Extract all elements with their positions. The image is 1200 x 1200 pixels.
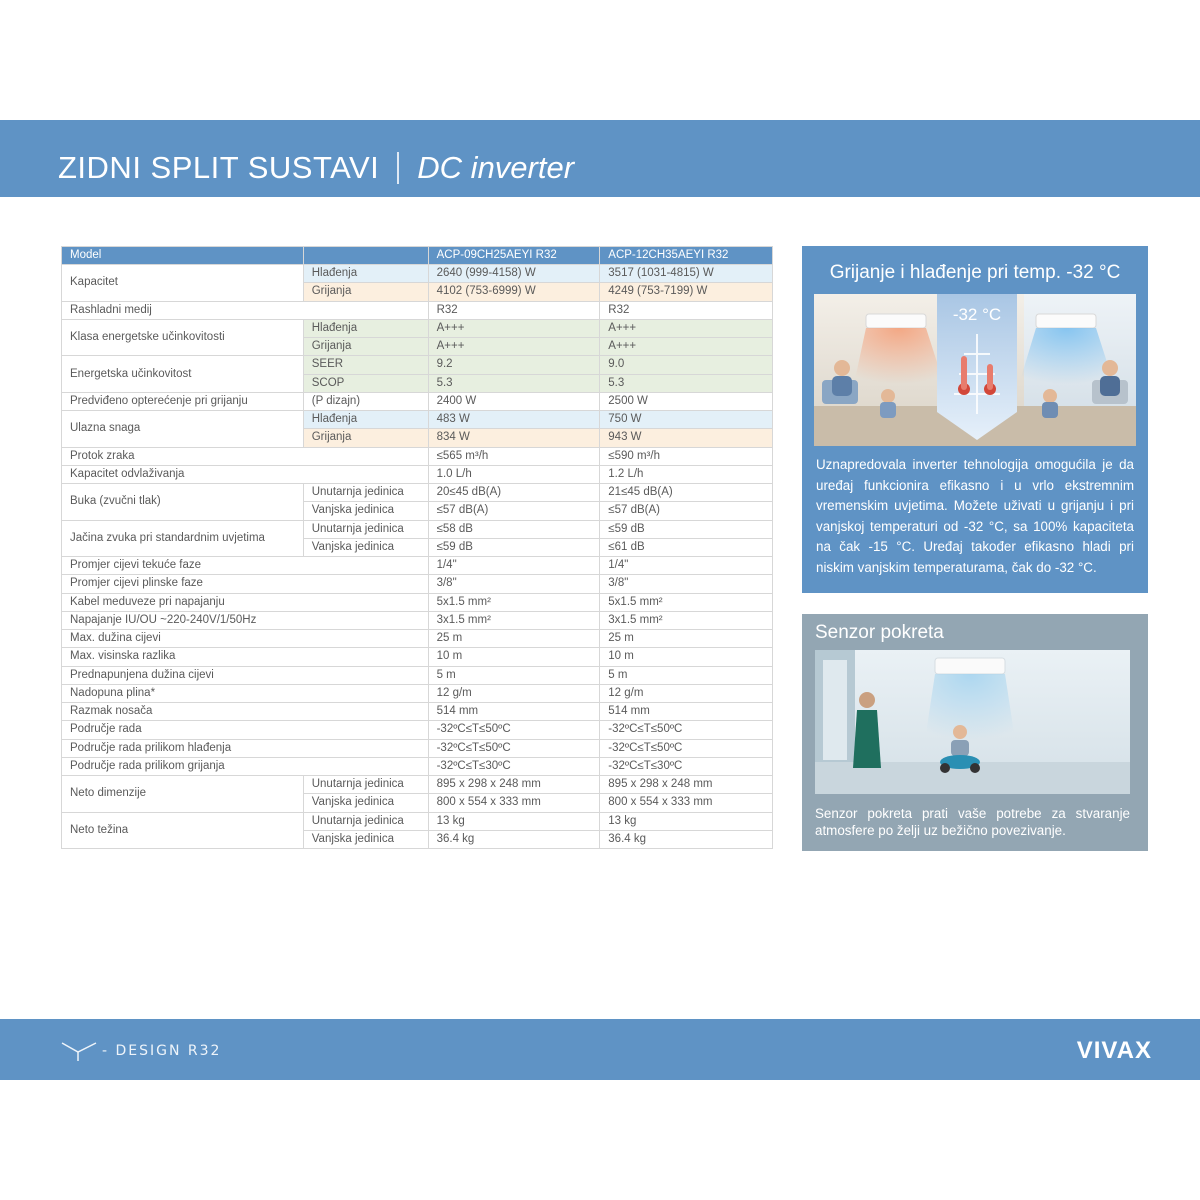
row-value: 10 m xyxy=(428,648,600,666)
table-row xyxy=(62,739,773,757)
row-value: 3x1.5 mm² xyxy=(428,611,600,629)
table-row xyxy=(62,392,773,410)
row-sub: SEER xyxy=(303,356,428,374)
row-value: 483 W xyxy=(428,411,600,429)
row-label: Kabel meduveze pri napajanju xyxy=(62,593,429,611)
row-value: 9.2 xyxy=(428,356,600,374)
row-sub: Hlađenja xyxy=(303,319,428,337)
row-value: ≤57 dB(A) xyxy=(428,502,600,520)
row-value: 9.0 xyxy=(600,356,773,374)
table-row xyxy=(62,484,773,502)
row-value: 5x1.5 mm² xyxy=(428,593,600,611)
row-value: A+++ xyxy=(428,319,600,337)
motion-panel-text: Senzor pokreta prati vaše potrebe za stvaranje atmosfere po želji uz bežično povezivanje. xyxy=(815,806,1130,838)
motion-sensor-image xyxy=(815,650,1130,794)
table-row xyxy=(62,776,773,794)
row-value: 943 W xyxy=(600,429,773,447)
row-value: 36.4 kg xyxy=(428,830,600,848)
header-cell-model-09: ACP-09CH25AEYI R32 xyxy=(428,247,600,265)
row-value: -32ºC≤T≤50ºC xyxy=(600,721,773,739)
row-value: ≤565 m³/h xyxy=(428,447,600,465)
row-value: 21≤45 dB(A) xyxy=(600,484,773,502)
table-row xyxy=(62,593,773,611)
row-value: 3/8" xyxy=(428,575,600,593)
table-row xyxy=(62,666,773,684)
row-value: 2400 W xyxy=(428,392,600,410)
row-value: 514 mm xyxy=(428,703,600,721)
row-value: ≤58 dB xyxy=(428,520,600,538)
table-row xyxy=(62,684,773,702)
row-value: 5.3 xyxy=(600,374,773,392)
row-sub: Unutarnja jedinica xyxy=(303,776,428,794)
row-value: 5 m xyxy=(428,666,600,684)
row-value: 4102 (753-6999) W xyxy=(428,283,600,301)
row-value: 13 kg xyxy=(428,812,600,830)
design-logo-label: - DESIGN R32 xyxy=(102,1043,222,1059)
row-label: Promjer cijevi plinske faze xyxy=(62,575,429,593)
row-sub: Hlađenja xyxy=(303,411,428,429)
page-title-sub: DC inverter xyxy=(417,150,575,185)
table-row xyxy=(62,648,773,666)
row-sub: Vanjska jedinica xyxy=(303,502,428,520)
table-row xyxy=(62,557,773,575)
row-label: Područje rada prilikom grijanja xyxy=(62,757,429,775)
spec-table xyxy=(61,246,773,849)
design-logo xyxy=(60,1038,221,1064)
row-value: A+++ xyxy=(428,338,600,356)
row-value: 800 x 554 x 333 mm xyxy=(600,794,773,812)
row-value: 5 m xyxy=(600,666,773,684)
row-value: R32 xyxy=(428,301,600,319)
page-title xyxy=(58,148,574,188)
table-row xyxy=(62,630,773,648)
row-value: 25 m xyxy=(600,630,773,648)
row-label: Razmak nosača xyxy=(62,703,429,721)
row-sub: Hlađenja xyxy=(303,265,428,283)
row-value: 10 m xyxy=(600,648,773,666)
row-label: Rashladni medij xyxy=(62,301,429,319)
motion-sensor-panel xyxy=(802,614,1148,851)
row-label: Kapacitet xyxy=(62,265,304,302)
row-sub: Vanjska jedinica xyxy=(303,794,428,812)
row-value: -32ºC≤T≤30ºC xyxy=(428,757,600,775)
row-value: 1.2 L/h xyxy=(600,465,773,483)
heating-cooling-image xyxy=(814,294,1136,446)
row-value: A+++ xyxy=(600,319,773,337)
row-value: 3/8" xyxy=(600,575,773,593)
row-value: 834 W xyxy=(428,429,600,447)
row-label: Neto dimenzije xyxy=(62,776,304,813)
row-sub: (P dizajn) xyxy=(303,392,428,410)
row-label: Nadopuna plina* xyxy=(62,684,429,702)
page-title-main: ZIDNI SPLIT SUSTAVI xyxy=(58,150,380,185)
header-cell-model-12: ACP-12CH35AEYI R32 xyxy=(600,247,773,265)
row-value: 12 g/m xyxy=(428,684,600,702)
table-row xyxy=(62,812,773,830)
row-value: 750 W xyxy=(600,411,773,429)
table-row xyxy=(62,411,773,429)
row-sub: Vanjska jedinica xyxy=(303,830,428,848)
row-label: Max. visinska razlika xyxy=(62,648,429,666)
row-label: Neto težina xyxy=(62,812,304,849)
row-value: -32ºC≤T≤30ºC xyxy=(600,757,773,775)
row-sub: Unutarnja jedinica xyxy=(303,484,428,502)
row-value: ≤59 dB xyxy=(600,520,773,538)
row-sub: Grijanja xyxy=(303,429,428,447)
table-row xyxy=(62,447,773,465)
table-row xyxy=(62,757,773,775)
row-label: Kapacitet odvlaživanja xyxy=(62,465,429,483)
table-row xyxy=(62,301,773,319)
table-row xyxy=(62,721,773,739)
row-value: 20≤45 dB(A) xyxy=(428,484,600,502)
row-value: -32ºC≤T≤50ºC xyxy=(600,739,773,757)
row-value: 5.3 xyxy=(428,374,600,392)
row-label: Buka (zvučni tlak) xyxy=(62,484,304,521)
table-row xyxy=(62,265,773,283)
row-sub: Unutarnja jedinica xyxy=(303,812,428,830)
row-value: R32 xyxy=(600,301,773,319)
row-value: 895 x 298 x 248 mm xyxy=(428,776,600,794)
row-value: 36.4 kg xyxy=(600,830,773,848)
row-value: 1.0 L/h xyxy=(428,465,600,483)
row-label: Protok zraka xyxy=(62,447,429,465)
table-row xyxy=(62,520,773,538)
row-value: 25 m xyxy=(428,630,600,648)
row-value: 12 g/m xyxy=(600,684,773,702)
row-value: ≤61 dB xyxy=(600,538,773,556)
table-row xyxy=(62,465,773,483)
row-label: Klasa energetske učinkovitosti xyxy=(62,319,304,356)
table-row xyxy=(62,611,773,629)
header-cell-empty xyxy=(303,247,428,265)
table-row xyxy=(62,703,773,721)
heating-panel-title: Grijanje i hlađenje pri temp. -32 °C xyxy=(829,262,1121,283)
row-sub: Unutarnja jedinica xyxy=(303,520,428,538)
row-value: ≤59 dB xyxy=(428,538,600,556)
row-label: Ulazna snaga xyxy=(62,411,304,448)
row-value: 5x1.5 mm² xyxy=(600,593,773,611)
heating-panel-text: Uznapredovala inverter tehnologija omogućila je da uređaj funkcionira efikasno i u vrlo ekstremnim vremenskim uvjetima. Možete uživati u grijanju i pri vanjskoj temperaturi od -32 °C, sa 100% kapaciteta na čak -15 °C. Uređaj također efikasno hladi pri niskim vanjskim temperaturama, čak do -32 °C. xyxy=(816,457,1134,575)
table-row xyxy=(62,319,773,337)
row-value: 514 mm xyxy=(600,703,773,721)
row-label: Područje rada xyxy=(62,721,429,739)
row-sub: Grijanja xyxy=(303,283,428,301)
row-value: ≤57 dB(A) xyxy=(600,502,773,520)
row-value: 800 x 554 x 333 mm xyxy=(428,794,600,812)
row-value: 3x1.5 mm² xyxy=(600,611,773,629)
heating-cooling-panel xyxy=(802,246,1148,593)
row-value: 2640 (999-4158) W xyxy=(428,265,600,283)
title-divider xyxy=(397,152,399,184)
row-value: ≤590 m³/h xyxy=(600,447,773,465)
header-cell-model: Model xyxy=(62,247,304,265)
motion-panel-title: Senzor pokreta xyxy=(815,622,944,643)
row-sub: Vanjska jedinica xyxy=(303,538,428,556)
row-value: -32ºC≤T≤50ºC xyxy=(428,721,600,739)
y-design-icon xyxy=(60,1040,98,1062)
row-value: 1/4" xyxy=(428,557,600,575)
temperature-label: -32 °C xyxy=(952,305,1002,324)
row-value: A+++ xyxy=(600,338,773,356)
row-label: Napajanje IU/OU ~220-240V/1/50Hz xyxy=(62,611,429,629)
row-label: Predviđeno opterećenje pri grijanju xyxy=(62,392,304,410)
vivax-logo: VIVAX xyxy=(1076,1037,1152,1064)
row-value: 3517 (1031-4815) W xyxy=(600,265,773,283)
table-row xyxy=(62,356,773,374)
row-label: Energetska učinkovitost xyxy=(62,356,304,393)
table-row xyxy=(62,575,773,593)
row-value: -32ºC≤T≤50ºC xyxy=(428,739,600,757)
row-sub: SCOP xyxy=(303,374,428,392)
row-label: Prednapunjena dužina cijevi xyxy=(62,666,429,684)
table-header-row xyxy=(62,247,773,265)
row-label: Područje rada prilikom hlađenja xyxy=(62,739,429,757)
row-label: Promjer cijevi tekuće faze xyxy=(62,557,429,575)
row-label: Jačina zvuka pri standardnim uvjetima xyxy=(62,520,304,557)
row-value: 4249 (753-7199) W xyxy=(600,283,773,301)
row-label: Max. dužina cijevi xyxy=(62,630,429,648)
row-value: 13 kg xyxy=(600,812,773,830)
row-value: 895 x 298 x 248 mm xyxy=(600,776,773,794)
row-value: 1/4" xyxy=(600,557,773,575)
row-sub: Grijanja xyxy=(303,338,428,356)
row-value: 2500 W xyxy=(600,392,773,410)
